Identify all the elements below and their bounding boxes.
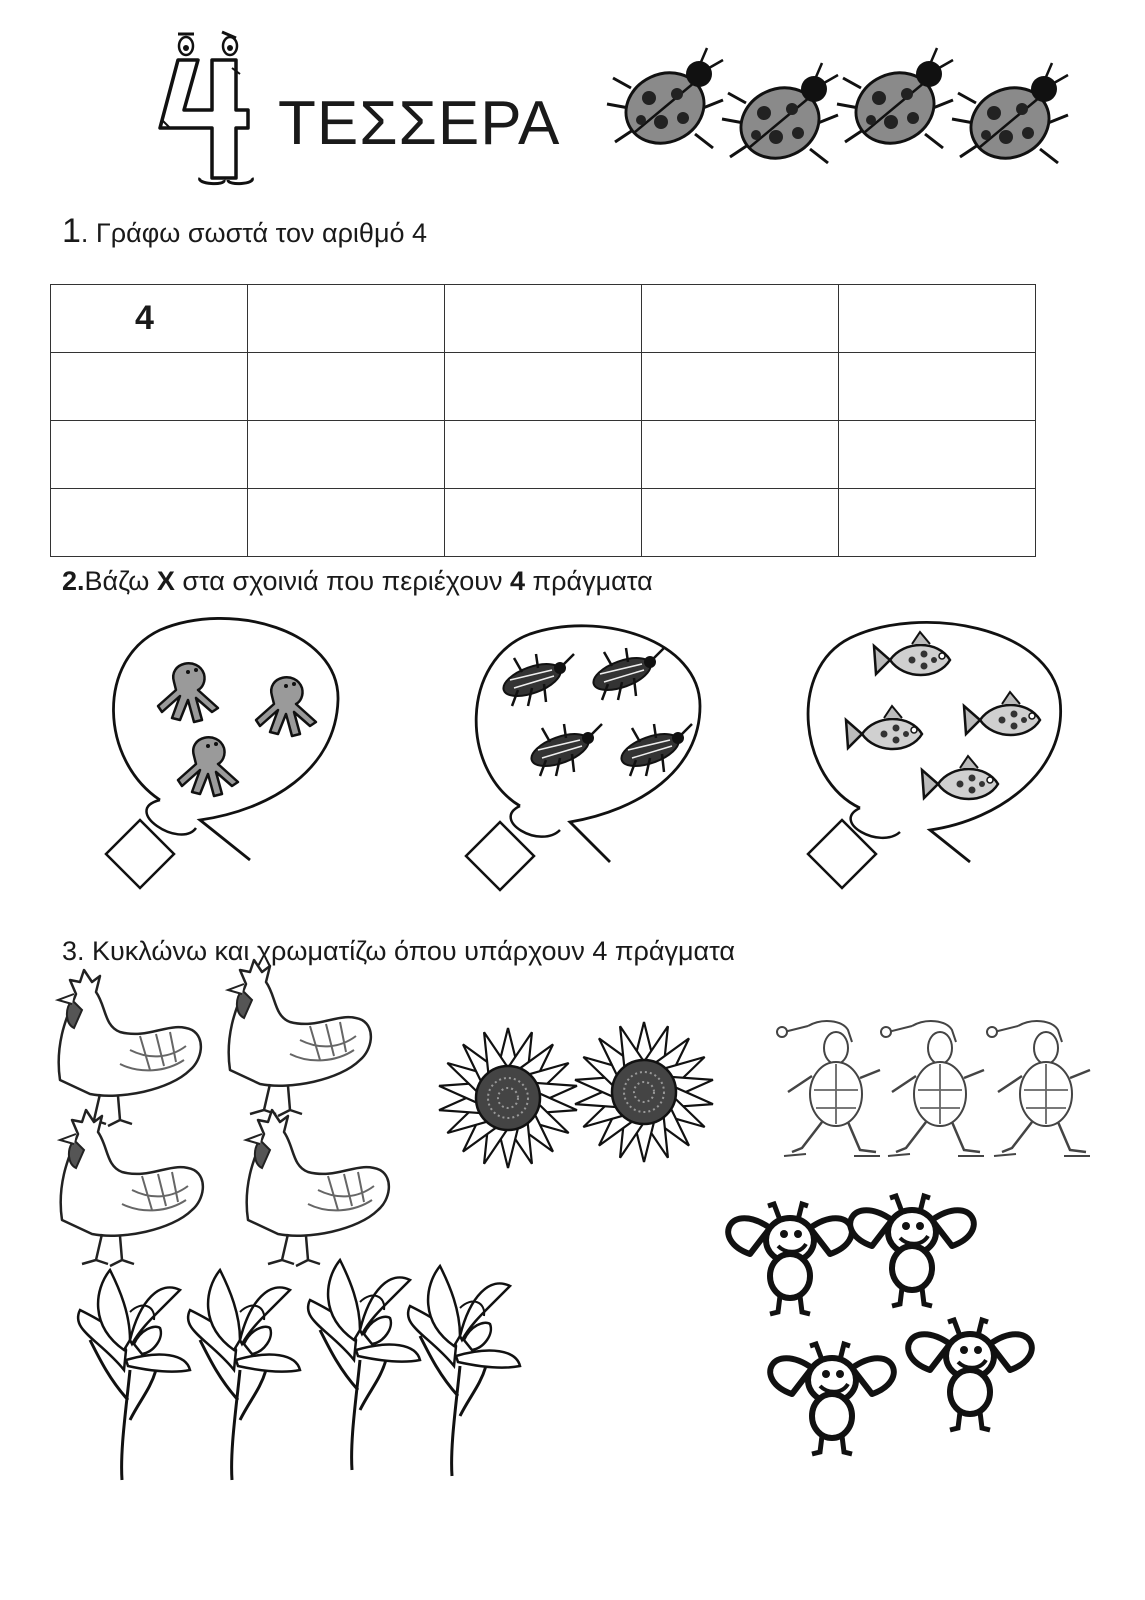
rooster-icon — [58, 970, 201, 1126]
octopus-icon — [178, 737, 238, 796]
bee-icon — [770, 1344, 894, 1454]
grid-cell[interactable] — [445, 285, 642, 353]
rooster-group[interactable] — [58, 960, 389, 1266]
lasso-fish[interactable] — [808, 622, 1061, 888]
daffodil-icon — [408, 1266, 520, 1476]
ladybug-icon — [607, 48, 723, 156]
grid-cell[interactable] — [642, 421, 839, 489]
lasso-bugs[interactable] — [466, 626, 700, 890]
exercise-1-number: 1 — [62, 212, 81, 250]
exercise-2-text-c: πράγματα — [525, 566, 653, 596]
lasso-octopus[interactable] — [106, 618, 338, 888]
ladybug-icon — [837, 48, 953, 156]
bee-group[interactable] — [728, 1196, 1032, 1454]
sunflower-icon — [437, 1028, 578, 1168]
octopus-icon — [256, 677, 316, 736]
exercise-2-number: 2. — [62, 566, 85, 596]
exercise-1-heading — [62, 212, 427, 251]
grid-cell[interactable] — [51, 285, 248, 353]
octopus-icon — [158, 663, 218, 722]
grid-cell[interactable] — [839, 285, 1036, 353]
fish-icon — [874, 632, 950, 675]
grid-cell[interactable] — [642, 489, 839, 557]
daffodil-icon — [78, 1270, 190, 1480]
daffodil-group[interactable] — [78, 1260, 520, 1480]
answer-box-icon[interactable] — [808, 820, 876, 888]
bee-icon — [728, 1204, 852, 1314]
bee-icon — [850, 1196, 974, 1306]
grid-cell[interactable] — [839, 353, 1036, 421]
exercise-2-text-a: Βάζω — [84, 566, 157, 596]
rooster-icon — [60, 1110, 203, 1266]
daffodil-icon — [188, 1270, 300, 1480]
grid-cell[interactable] — [248, 489, 445, 557]
fish-icon — [846, 706, 922, 749]
fish-icon — [922, 756, 998, 799]
grid-row — [51, 285, 1036, 353]
big-digit-four-icon — [140, 28, 260, 188]
writing-grid — [50, 284, 1036, 557]
bug-icon — [589, 648, 664, 700]
exercise-2-text-b: στα σχοινιά που περιέχουν — [174, 566, 510, 596]
sunflower-group[interactable] — [437, 1022, 714, 1168]
turtle-skater-icon — [881, 1021, 984, 1156]
grid-cell[interactable] — [839, 421, 1036, 489]
turtle-skater-icon — [777, 1021, 880, 1156]
sunflower-icon — [573, 1022, 714, 1162]
exercise-3-heading: 3. Κυκλώνω και χρωματίζω όπου υπάρχουν 4 πράγματα — [62, 936, 735, 966]
grid-cell[interactable] — [51, 489, 248, 557]
page-title: ΤΕΣΣΕΡΑ — [278, 89, 561, 158]
grid-cell[interactable] — [445, 489, 642, 557]
grid-cell-digit: 4 — [135, 299, 154, 337]
grid-cell[interactable] — [248, 353, 445, 421]
turtle-skater-icon — [987, 1021, 1090, 1156]
grid-cell[interactable] — [248, 285, 445, 353]
ladybug-row — [605, 28, 1085, 178]
grid-cell[interactable] — [642, 285, 839, 353]
daffodil-icon — [308, 1260, 420, 1470]
grid-cell[interactable] — [445, 353, 642, 421]
exercise-1-text: . Γράφω σωστά τον αριθμό 4 — [80, 218, 428, 248]
grid-cell[interactable] — [839, 489, 1036, 557]
grid-cell[interactable] — [51, 353, 248, 421]
grid-cell[interactable] — [445, 421, 642, 489]
x-mark-label: X — [156, 566, 175, 596]
grid-row — [51, 489, 1036, 557]
grid-cell[interactable] — [642, 353, 839, 421]
ladybug-icon — [952, 63, 1068, 171]
bee-icon — [908, 1320, 1032, 1430]
grid-cell[interactable] — [51, 421, 248, 489]
counting-groups — [0, 970, 1145, 1590]
rooster-icon — [228, 960, 371, 1116]
rooster-icon — [246, 1110, 389, 1266]
grid-cell[interactable] — [248, 421, 445, 489]
fish-icon — [964, 692, 1040, 735]
grid-row — [51, 353, 1036, 421]
bug-icon — [499, 654, 574, 706]
bug-icon — [527, 724, 602, 776]
grid-row — [51, 421, 1036, 489]
count-label: 4 — [509, 566, 526, 596]
turtle-group[interactable] — [777, 1021, 1090, 1156]
ladybug-icon — [722, 63, 838, 171]
bug-icon — [617, 724, 692, 776]
lasso-set — [0, 610, 1145, 910]
exercise-2-heading — [62, 566, 653, 597]
